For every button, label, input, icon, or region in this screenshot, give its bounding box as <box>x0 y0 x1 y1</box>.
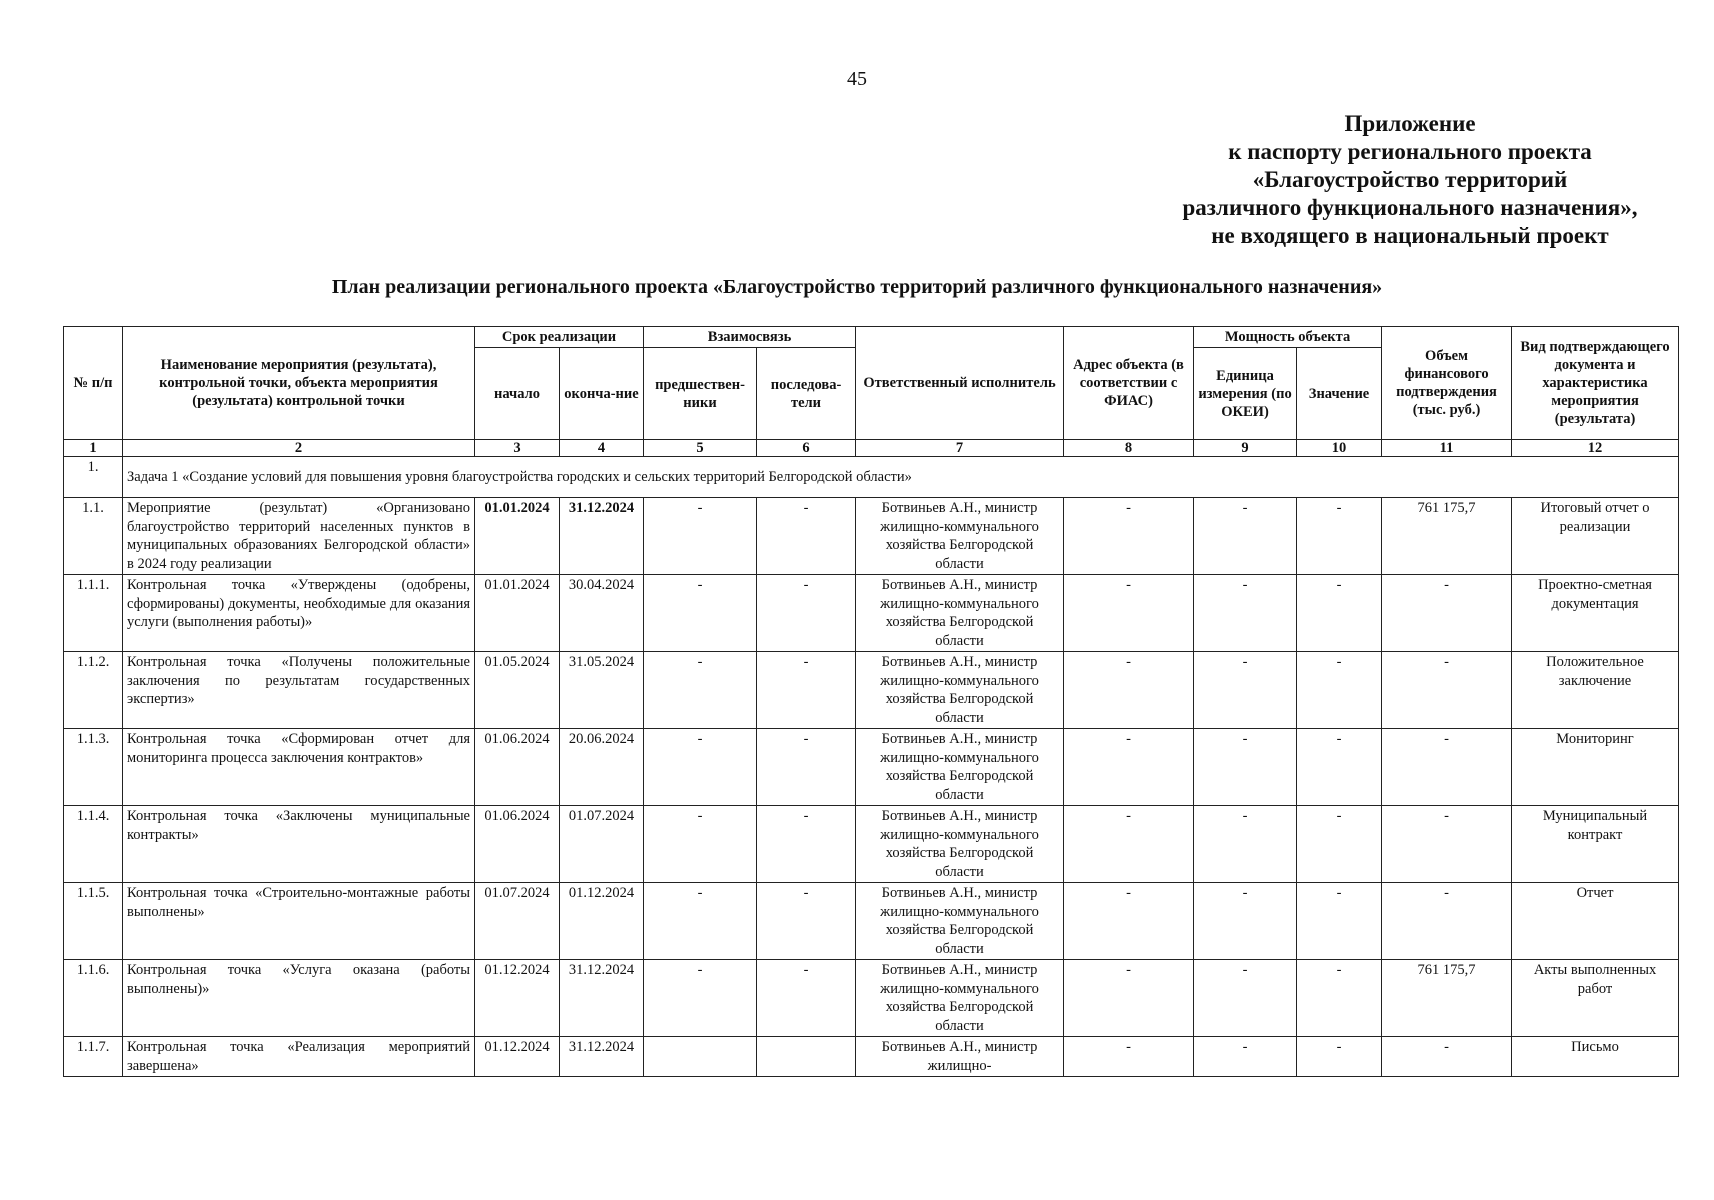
header-volume: Объем финансового подтверждения (тыс. руб.) <box>1382 327 1512 440</box>
column-number: 6 <box>757 440 856 457</box>
row-value: - <box>1297 729 1382 806</box>
column-number: 2 <box>123 440 475 457</box>
row-name: Мероприятие (результат) «Организовано благоустройство территорий населенных пунктов в муниципальных образованиях Белгородской области» в 2024 году реализации <box>123 498 475 575</box>
row-value: - <box>1297 498 1382 575</box>
header-responsible: Ответственный исполнитель <box>856 327 1064 440</box>
row-end: 01.12.2024 <box>560 883 644 960</box>
row-address: - <box>1064 575 1194 652</box>
row-unit: - <box>1194 883 1297 960</box>
header-end: оконча-ние <box>560 348 644 440</box>
row-successors: - <box>757 883 856 960</box>
row-end: 31.05.2024 <box>560 652 644 729</box>
row-name: Контрольная точка «Заключены муниципальные контракты» <box>123 806 475 883</box>
row-successors <box>757 1037 856 1077</box>
appendix-line: к паспорту регионального проекта <box>1228 139 1592 164</box>
header-num: № п/п <box>64 327 123 440</box>
row-start: 01.06.2024 <box>475 806 560 883</box>
row-responsible: Ботвиньев А.Н., министр жилищно-коммунального хозяйства Белгородской области <box>856 806 1064 883</box>
row-document: Положительное заключение <box>1512 652 1679 729</box>
row-responsible: Ботвиньев А.Н., министр жилищно-коммунального хозяйства Белгородской области <box>856 960 1064 1037</box>
plan-title: План реализации регионального проекта «Благоустройство территорий различного функционального назначения» <box>331 276 1383 298</box>
row-unit: - <box>1194 575 1297 652</box>
column-number: 4 <box>560 440 644 457</box>
row-unit: - <box>1194 652 1297 729</box>
row-start: 01.12.2024 <box>475 1037 560 1077</box>
header-predecessors: предшествен-ники <box>644 348 757 440</box>
header-start: начало <box>475 348 560 440</box>
row-responsible: Ботвиньев А.Н., министр жилищно-коммунального хозяйства Белгородской области <box>856 729 1064 806</box>
table-row <box>64 960 1679 1037</box>
task-num: 1. <box>64 457 123 498</box>
appendix-line: «Благоустройство территорий <box>1252 167 1568 192</box>
row-volume: - <box>1382 575 1512 652</box>
table-row <box>64 1037 1679 1077</box>
row-start: 01.06.2024 <box>475 729 560 806</box>
appendix-heading <box>1160 110 1660 250</box>
table-row <box>64 729 1679 806</box>
header-relation: Взаимосвязь <box>644 327 856 348</box>
row-unit: - <box>1194 729 1297 806</box>
row-start: 01.05.2024 <box>475 652 560 729</box>
row-name: Контрольная точка «Строительно-монтажные работы выполнены» <box>123 883 475 960</box>
row-name: Контрольная точка «Услуга оказана (работы выполнены)» <box>123 960 475 1037</box>
header-address: Адрес объекта (в соответствии с ФИАС) <box>1064 327 1194 440</box>
row-predecessors: - <box>644 806 757 883</box>
row-predecessors: - <box>644 498 757 575</box>
appendix-line: Приложение <box>1344 111 1476 136</box>
column-number: 12 <box>1512 440 1679 457</box>
row-num: 1.1.3. <box>64 729 123 806</box>
row-address: - <box>1064 1037 1194 1077</box>
row-document: Мониторинг <box>1512 729 1679 806</box>
row-value: - <box>1297 575 1382 652</box>
row-successors: - <box>757 498 856 575</box>
page-number: 45 <box>847 68 867 90</box>
row-document: Итоговый отчет о реализации <box>1512 498 1679 575</box>
row-document: Муниципальный контракт <box>1512 806 1679 883</box>
row-end: 01.07.2024 <box>560 806 644 883</box>
row-end: 31.12.2024 <box>560 1037 644 1077</box>
row-num: 1.1.2. <box>64 652 123 729</box>
row-successors: - <box>757 575 856 652</box>
row-start: 01.01.2024 <box>475 575 560 652</box>
row-document: Письмо <box>1512 1037 1679 1077</box>
header-name: Наименование мероприятия (результата), контрольной точки, объекта мероприятия (результата) контрольной точки <box>123 327 475 440</box>
row-document: Отчет <box>1512 883 1679 960</box>
row-volume: - <box>1382 1037 1512 1077</box>
task-text <box>123 457 1679 498</box>
appendix-line: различного функционального назначения», <box>1182 195 1638 220</box>
row-end: 20.06.2024 <box>560 729 644 806</box>
row-num: 1.1.5. <box>64 883 123 960</box>
header-document: Вид подтверждающего документа и характеристика мероприятия (результата) <box>1512 327 1679 440</box>
row-num: 1.1. <box>64 498 123 575</box>
row-value: - <box>1297 806 1382 883</box>
row-predecessors: - <box>644 960 757 1037</box>
header-term: Срок реализации <box>475 327 644 348</box>
row-value: - <box>1297 960 1382 1037</box>
row-unit: - <box>1194 806 1297 883</box>
row-volume: - <box>1382 806 1512 883</box>
row-address: - <box>1064 883 1194 960</box>
header-unit: Единица измерения (по ОКЕИ) <box>1194 348 1297 440</box>
row-predecessors: - <box>644 575 757 652</box>
row-name: Контрольная точка «Утверждены (одобрены, сформированы) документы, необходимые для оказания услуги (выполнения работы)» <box>123 575 475 652</box>
row-name: Контрольная точка «Получены положительные заключения по результатам государственных экспертиз» <box>123 652 475 729</box>
header-successors: последова-тели <box>757 348 856 440</box>
row-value: - <box>1297 652 1382 729</box>
row-num: 1.1.1. <box>64 575 123 652</box>
row-document: Проектно-сметная документация <box>1512 575 1679 652</box>
table-row <box>64 883 1679 960</box>
row-end: 31.12.2024 <box>560 498 644 575</box>
row-successors: - <box>757 806 856 883</box>
row-num: 1.1.6. <box>64 960 123 1037</box>
row-responsible: Ботвиньев А.Н., министр жилищно-коммунального хозяйства Белгородской области <box>856 498 1064 575</box>
row-start: 01.01.2024 <box>475 498 560 575</box>
header-row <box>64 327 1679 348</box>
row-volume: - <box>1382 652 1512 729</box>
table-row <box>64 575 1679 652</box>
row-start: 01.07.2024 <box>475 883 560 960</box>
column-number: 5 <box>644 440 757 457</box>
row-responsible: Ботвиньев А.Н., министр жилищно-коммунального хозяйства Белгородской области <box>856 652 1064 729</box>
row-successors: - <box>757 729 856 806</box>
row-unit: - <box>1194 960 1297 1037</box>
row-name: Контрольная точка «Сформирован отчет для мониторинга процесса заключения контрактов» <box>123 729 475 806</box>
row-responsible: Ботвиньев А.Н., министр жилищно- <box>856 1037 1064 1077</box>
row-address: - <box>1064 729 1194 806</box>
task-text-label: Задача 1 «Создание условий для повышения уровня благоустройства городских и сельских территорий Белгородской области» <box>127 469 912 485</box>
row-volume: - <box>1382 729 1512 806</box>
row-responsible: Ботвиньев А.Н., министр жилищно-коммунального хозяйства Белгородской области <box>856 883 1064 960</box>
row-num: 1.1.4. <box>64 806 123 883</box>
row-address: - <box>1064 806 1194 883</box>
row-responsible: Ботвиньев А.Н., министр жилищно-коммунального хозяйства Белгородской области <box>856 575 1064 652</box>
column-number: 7 <box>856 440 1064 457</box>
table-row <box>64 498 1679 575</box>
plan-table <box>63 326 1679 1077</box>
row-start: 01.12.2024 <box>475 960 560 1037</box>
row-document: Акты выполненных работ <box>1512 960 1679 1037</box>
row-predecessors: - <box>644 652 757 729</box>
appendix-line: не входящего в национальный проект <box>1211 223 1609 248</box>
row-unit: - <box>1194 498 1297 575</box>
row-predecessors: - <box>644 729 757 806</box>
row-address: - <box>1064 498 1194 575</box>
row-predecessors <box>644 1037 757 1077</box>
column-number: 11 <box>1382 440 1512 457</box>
column-number: 1 <box>64 440 123 457</box>
column-numbers-row <box>64 440 1679 457</box>
row-volume: - <box>1382 883 1512 960</box>
column-number: 3 <box>475 440 560 457</box>
row-value: - <box>1297 1037 1382 1077</box>
header-capacity: Мощность объекта <box>1194 327 1382 348</box>
table-row <box>64 652 1679 729</box>
row-successors: - <box>757 960 856 1037</box>
row-successors: - <box>757 652 856 729</box>
table-row <box>64 806 1679 883</box>
row-volume: 761 175,7 <box>1382 498 1512 575</box>
row-value: - <box>1297 883 1382 960</box>
row-name: Контрольная точка «Реализация мероприятий завершена» <box>123 1037 475 1077</box>
task-row <box>64 457 1679 498</box>
row-address: - <box>1064 960 1194 1037</box>
row-address: - <box>1064 652 1194 729</box>
row-end: 31.12.2024 <box>560 960 644 1037</box>
row-num: 1.1.7. <box>64 1037 123 1077</box>
row-unit: - <box>1194 1037 1297 1077</box>
header-value: Значение <box>1297 348 1382 440</box>
row-predecessors: - <box>644 883 757 960</box>
column-number: 9 <box>1194 440 1297 457</box>
row-volume: 761 175,7 <box>1382 960 1512 1037</box>
column-number: 8 <box>1064 440 1194 457</box>
row-end: 30.04.2024 <box>560 575 644 652</box>
column-number: 10 <box>1297 440 1382 457</box>
